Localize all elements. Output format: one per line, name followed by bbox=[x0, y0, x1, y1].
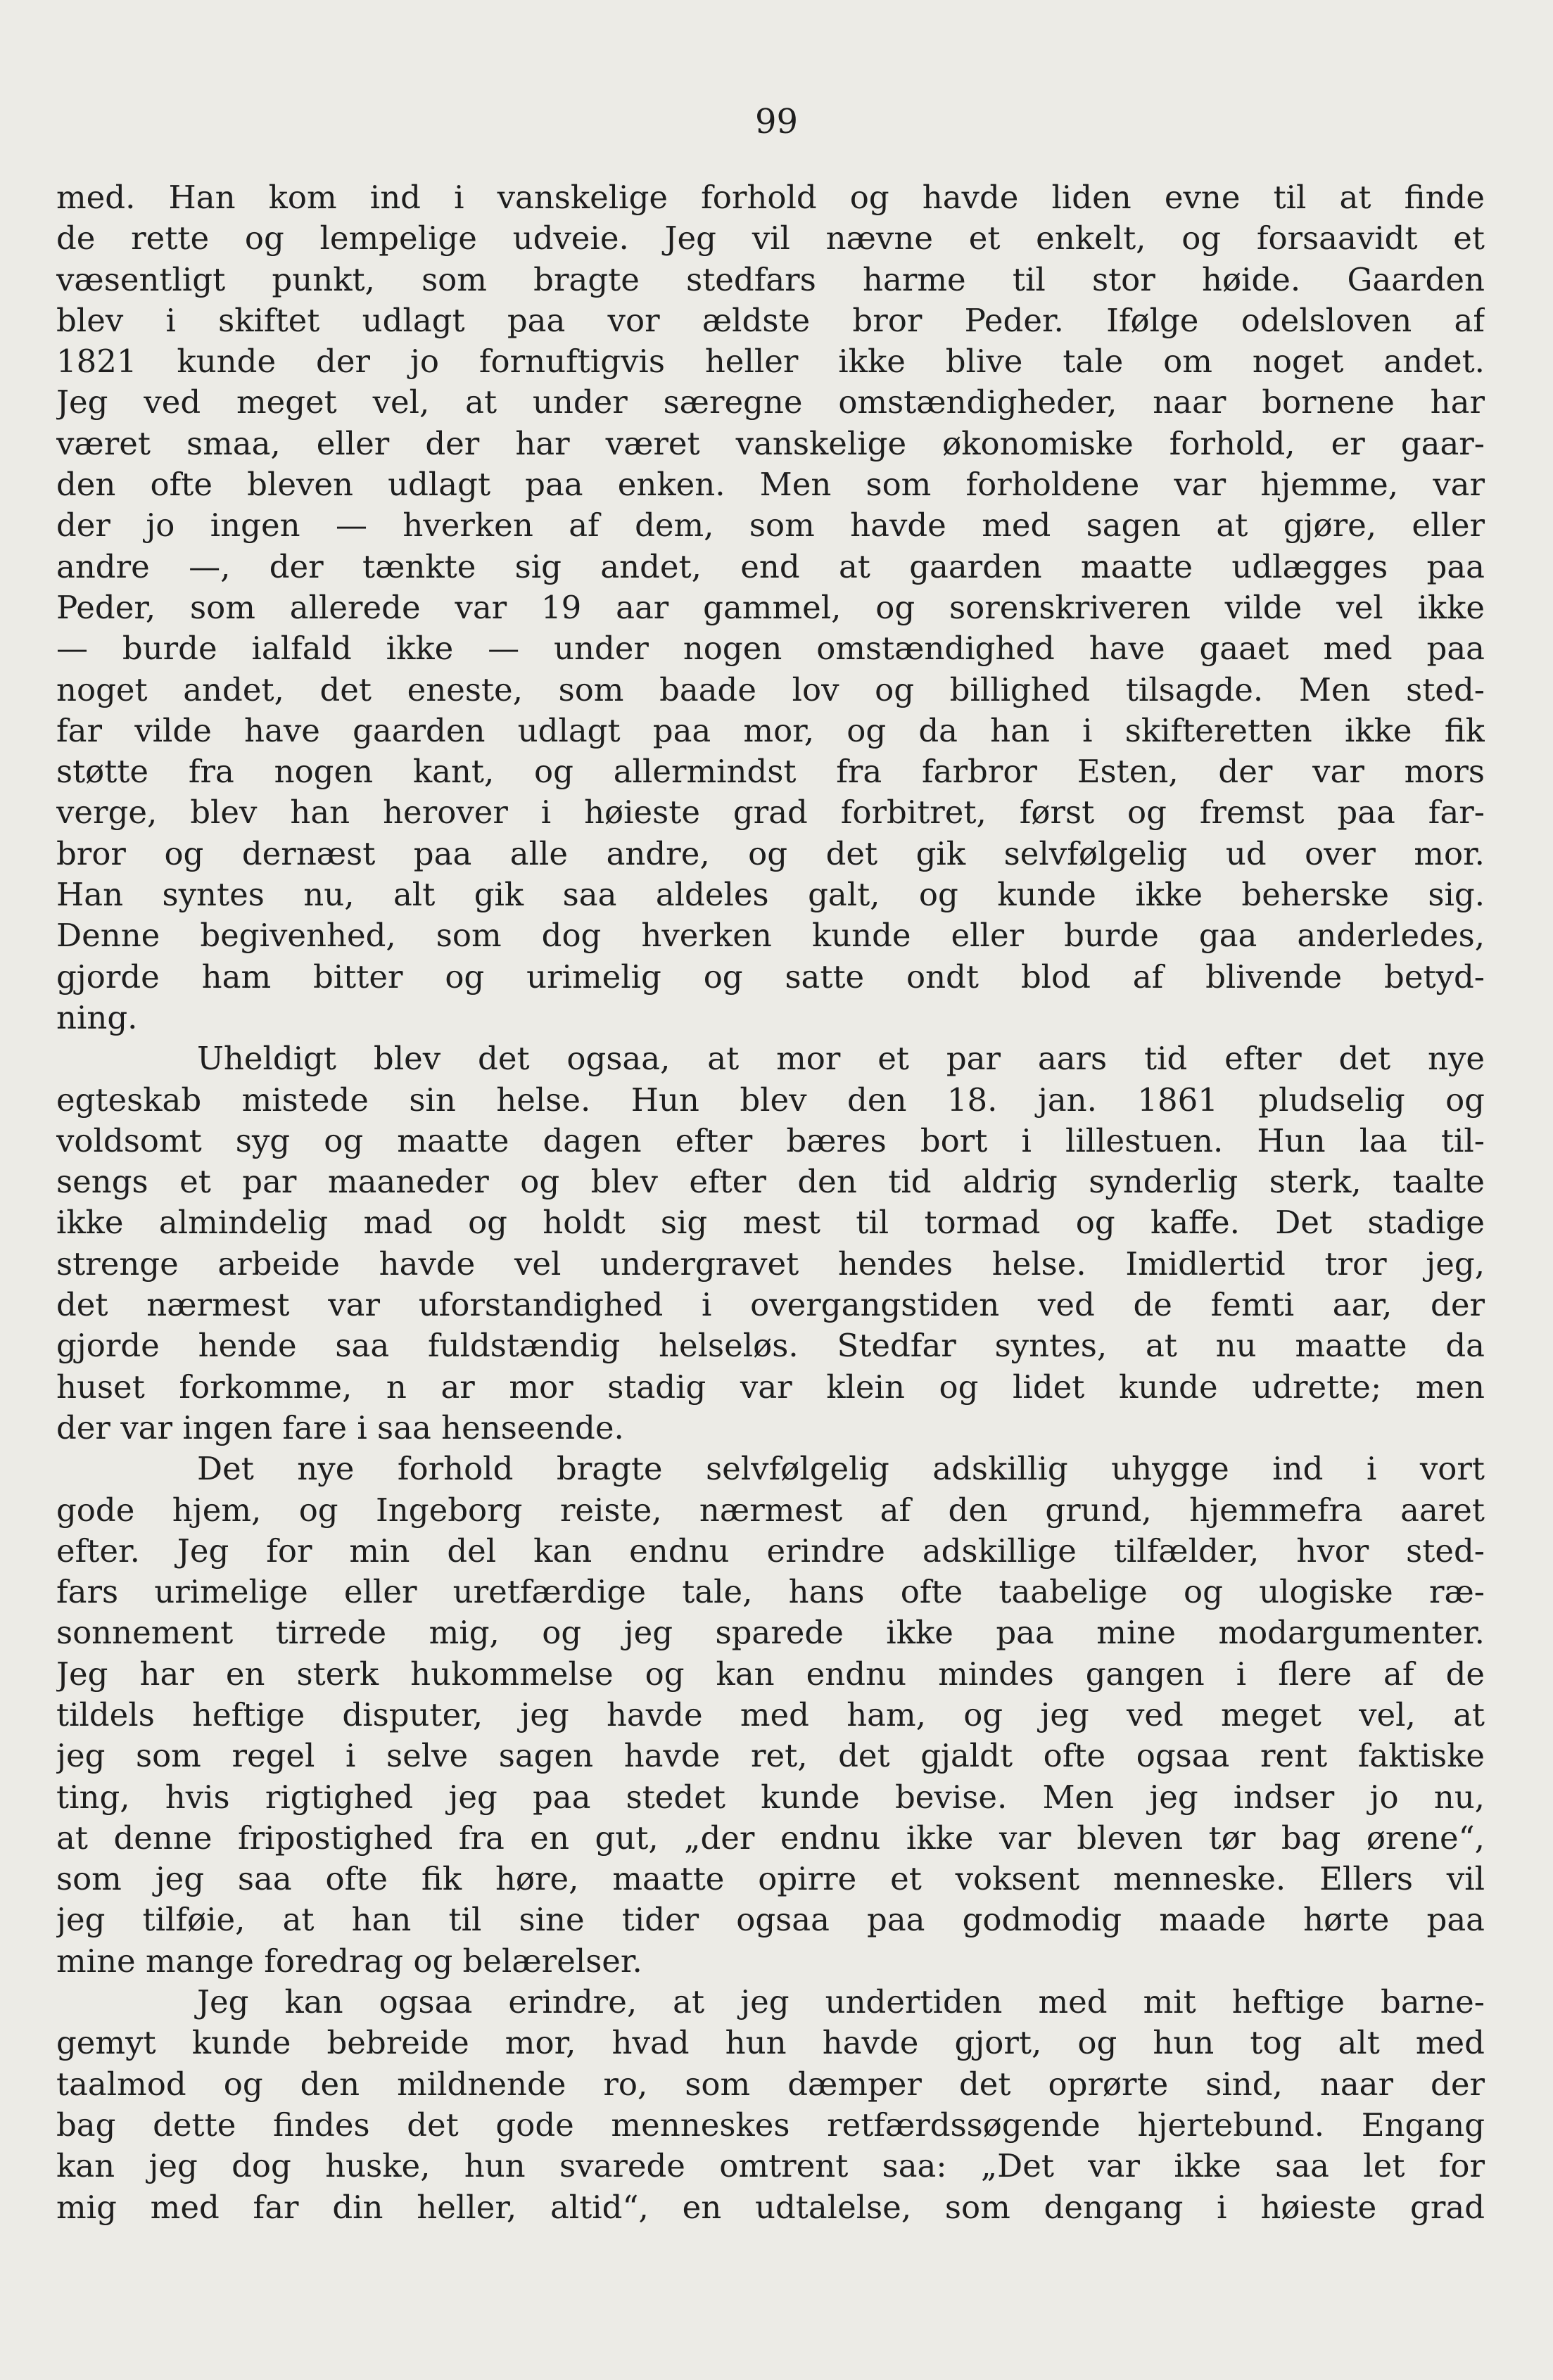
text-line: efter. Jeg for min del kan endnu erindre adskillige tilfælder, hvor sted- bbox=[56, 1532, 1485, 1570]
text-line: egteskab mistede sin helse. Hun blev den 18. jan. 1861 pludselig og bbox=[56, 1081, 1485, 1119]
text-line: gode hjem, og Ingeborg reiste, nærmest af den grund, hjemmefra aaret bbox=[56, 1491, 1485, 1529]
text-line: der jo ingen — hverken af dem, som havde med sagen at gjøre, eller bbox=[56, 507, 1485, 545]
text-line: den ofte bleven udlagt paa enken. Men som forholdene var hjemme, var bbox=[56, 466, 1485, 504]
text-line: Peder, som allerede var 19 aar gammel, og sorenskriveren vilde vel ikke bbox=[56, 588, 1485, 626]
text-line: tildels heftige disputer, jeg havde med ham, og jeg ved meget vel, at bbox=[56, 1695, 1485, 1733]
text-line: jeg tilføie, at han til sine tider ogsaa paa godmodig maade hørte paa bbox=[56, 1901, 1485, 1939]
text-line: ting, hvis rigtighed jeg paa stedet kunde bevise. Men jeg indser jo nu, bbox=[56, 1778, 1485, 1816]
text-line: Uheldigt blev det ogsaa, at mor et par aars tid efter det nye bbox=[197, 1040, 1485, 1078]
text-line: væsentligt punkt, som bragte stedfars harme til stor høide. Gaarden bbox=[56, 260, 1485, 298]
text-line: far vilde have gaarden udlagt paa mor, og da han i skifteretten ikke fik bbox=[56, 711, 1485, 749]
text-line: huset forkomme, n ar mor stadig var klein og lidet kunde udrette; men bbox=[56, 1368, 1485, 1406]
text-line: mig med far din heller, altid“, en udtalelse, som dengang i høieste grad bbox=[56, 2188, 1485, 2226]
text-line: ikke almindelig mad og holdt sig mest til tormad og kaffe. Det stadige bbox=[56, 1204, 1485, 1242]
text-line: Jeg ved meget vel, at under særegne omstændigheder, naar bornene har bbox=[56, 383, 1485, 421]
text-line: andre —, der tænkte sig andet, end at gaarden maatte udlægges paa bbox=[56, 547, 1485, 585]
text-line: blev i skiftet udlagt paa vor ældste bror Peder. Ifølge odelsloven af bbox=[56, 301, 1485, 339]
text-line: ning. bbox=[56, 998, 138, 1036]
page-number: 99 bbox=[754, 102, 799, 141]
text-line: Jeg har en sterk hukommelse og kan endnu mindes gangen i flere af de bbox=[56, 1655, 1485, 1693]
text-line: noget andet, det eneste, som baade lov og billighed tilsagde. Men sted- bbox=[56, 670, 1485, 708]
text-line: jeg som regel i selve sagen havde ret, det gjaldt ofte ogsaa rent faktiske bbox=[56, 1737, 1485, 1775]
text-line: Denne begivenhed, som dog hverken kunde eller burde gaa anderledes, bbox=[56, 917, 1485, 955]
text-line: Jeg kan ogsaa erindre, at jeg undertiden med mit heftige barne- bbox=[197, 1983, 1485, 2021]
text-line: gemyt kunde bebreide mor, hvad hun havde gjort, og hun tog alt med bbox=[56, 2024, 1485, 2062]
text-line: som jeg saa ofte fik høre, maatte opirre et voksent menneske. Ellers vil bbox=[56, 1860, 1485, 1898]
text-line: med. Han kom ind i vanskelige forhold og havde liden evne til at finde bbox=[56, 179, 1485, 216]
text-line: verge, blev han herover i høieste grad forbitret, først og fremst paa far- bbox=[56, 794, 1485, 832]
text-line: sonnement tirrede mig, og jeg sparede ikke paa mine modargumenter. bbox=[56, 1614, 1485, 1652]
text-line: været smaa, eller der har været vanskelige økonomiske forhold, er gaar- bbox=[56, 424, 1485, 462]
text-line: det nærmest var uforstandighed i overgangstiden ved de femti aar, der bbox=[56, 1286, 1485, 1324]
text-line: bror og dernæst paa alle andre, og det gik selvfølgelig ud over mor. bbox=[56, 834, 1485, 872]
text-line: — burde ialfald ikke — under nogen omstændighed have gaaet med paa bbox=[56, 630, 1485, 668]
text-line: bag dette findes det gode menneskes retfærdssøgende hjertebund. Engang bbox=[56, 2106, 1485, 2144]
text-line: mine mange foredrag og belærelser. bbox=[56, 1942, 642, 1980]
body-text bbox=[56, 177, 1485, 2228]
text-line: Han syntes nu, alt gik saa aldeles galt, og kunde ikke beherske sig. bbox=[56, 876, 1485, 914]
text-line: fars urimelige eller uretfærdige tale, hans ofte taabelige og ulogiske ræ- bbox=[56, 1573, 1485, 1611]
text-line: voldsomt syg og maatte dagen efter bæres bort i lillestuen. Hun laa til- bbox=[56, 1121, 1485, 1159]
text-line: støtte fra nogen kant, og allermindst fra farbror Esten, der var mors bbox=[56, 753, 1485, 791]
text-line: gjorde hende saa fuldstændig helseløs. Stedfar syntes, at nu maatte da bbox=[56, 1327, 1485, 1365]
text-line: kan jeg dog huske, hun svarede omtrent saa: „Det var ikke saa let for bbox=[56, 2147, 1485, 2185]
text-line: Det nye forhold bragte selvfølgelig adskillig uhygge ind i vort bbox=[197, 1450, 1485, 1488]
text-line: sengs et par maaneder og blev efter den tid aldrig synderlig sterk, taalte bbox=[56, 1163, 1485, 1201]
text-line: gjorde ham bitter og urimelig og satte ondt blod af blivende betyd- bbox=[56, 957, 1485, 995]
text-line: de rette og lempelige udveie. Jeg vil nævne et enkelt, og forsaavidt et bbox=[56, 219, 1485, 257]
text-line: strenge arbeide havde vel undergravet hendes helse. Imidlertid tror jeg, bbox=[56, 1245, 1485, 1283]
text-line: der var ingen fare i saa henseende. bbox=[56, 1408, 624, 1446]
text-line: 1821 kunde der jo fornuftigvis heller ikke blive tale om noget andet. bbox=[56, 343, 1485, 381]
text-line: at denne fripostighed fra en gut, „der endnu ikke var bleven tør bag ørene“, bbox=[56, 1819, 1485, 1857]
text-line: taalmod og den mildnende ro, som dæmper det oprørte sind, naar der bbox=[56, 2065, 1485, 2103]
